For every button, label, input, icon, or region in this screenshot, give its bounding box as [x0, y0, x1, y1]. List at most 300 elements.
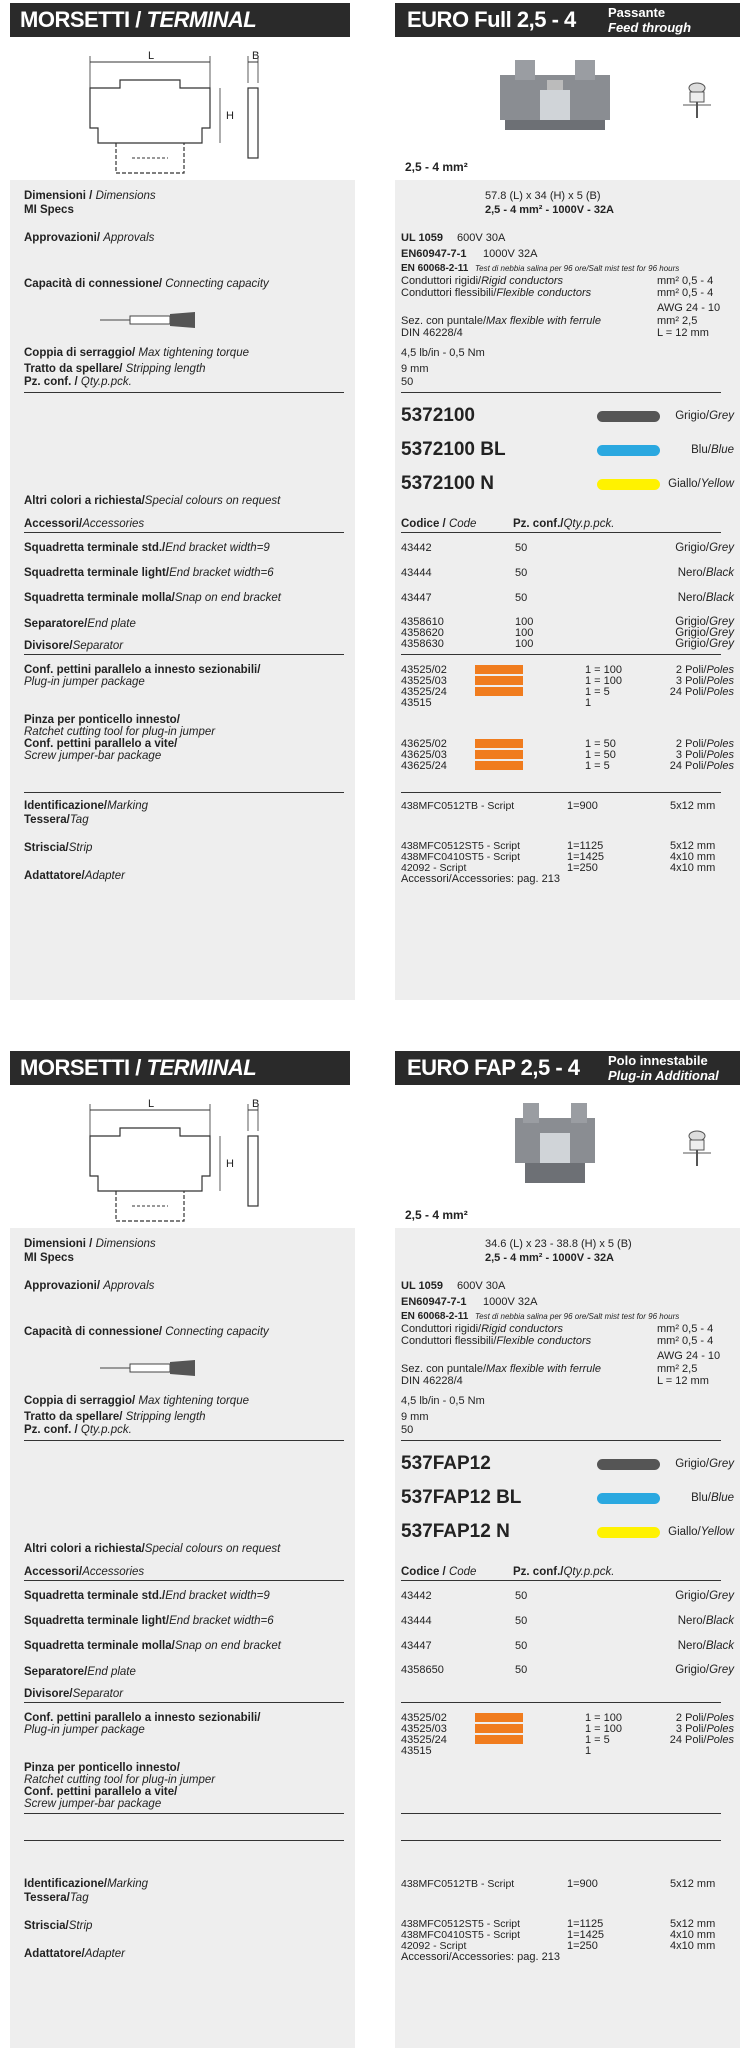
- strip2-label: [24, 1920, 92, 1932]
- header-left-main: MORSETTI /: [20, 1055, 147, 1080]
- color-it: Grigio/: [675, 410, 710, 422]
- product-code: 5372100 BL: [401, 439, 506, 460]
- rigid: Conduttori rigidi/: [401, 1323, 482, 1335]
- divider: [24, 1840, 344, 1841]
- comb2-label-en: Screw jumper-bar package: [24, 750, 162, 762]
- strip2-label-en: Strip: [68, 1920, 93, 1932]
- separator-label: [24, 640, 123, 652]
- dim-value: 34.6 (L) x 23 - 38.8 (H) x 5 (B): [485, 1238, 632, 1250]
- approvals-label-it: Approvazioni/: [24, 1280, 104, 1292]
- strip-val: 9 mm: [401, 1411, 429, 1423]
- strip-label: [24, 1411, 206, 1423]
- qty-val: 50: [401, 376, 414, 388]
- sep-col: Grigio/: [675, 616, 710, 628]
- pliers-label-en: Ratchet cutting tool for plug-in jumper: [24, 726, 216, 738]
- poles-it: 3 Poli/: [675, 749, 707, 761]
- en2-std: EN 60068-2-11: [401, 263, 469, 274]
- ferrule-icon: [100, 1358, 210, 1378]
- marking-size: 4x10 mm: [670, 851, 716, 863]
- rigid-row: [401, 1323, 563, 1335]
- accessory-label-it: Squadretta terminale light/: [24, 1615, 170, 1627]
- adapter-label-it: Adattatore/: [24, 870, 85, 882]
- acc-color: [675, 1590, 734, 1602]
- color-en: Blue: [710, 1492, 734, 1504]
- accessories-label-en: Accessories: [82, 1566, 145, 1578]
- comb1-qty: 1: [585, 697, 592, 709]
- ferrule-en: Max flexible with ferrule: [486, 1363, 601, 1375]
- ferrule-icon: [100, 310, 210, 330]
- product-subtitle-it: Passante: [608, 5, 666, 20]
- marking-qty: 1=900: [567, 800, 598, 812]
- marking-qty: 1=1425: [567, 1929, 605, 1941]
- capacity-label-it: Capacità di connessione/: [24, 1326, 166, 1338]
- poles-it: 2 Poli/: [675, 738, 707, 750]
- divider: [24, 532, 344, 533]
- dim-value: 57.8 (L) x 34 (H) x 5 (B): [485, 190, 601, 202]
- length: L = 12 mm: [657, 327, 709, 339]
- divider: [24, 792, 344, 793]
- accessory-label: [24, 1590, 270, 1602]
- torque-label-en: Max tightening torque: [138, 1395, 249, 1407]
- marking-size: 5x12 mm: [670, 840, 716, 852]
- terminal-block-image: [495, 50, 615, 140]
- marking-label: [24, 1878, 148, 1890]
- other-colors-label: [24, 495, 280, 507]
- sep-color: [675, 638, 734, 650]
- comb1-qty: 1: [585, 1745, 592, 1757]
- marking-code: 438MFC0512TB - Script: [401, 800, 515, 812]
- catalog-section: [0, 1048, 749, 2048]
- adapter-label: [24, 870, 125, 882]
- tag-label-en: Tag: [69, 1892, 89, 1904]
- screw-drawing: [680, 80, 714, 120]
- comb1-label-en: Plug-in jumper package: [24, 1724, 145, 1736]
- comb2-qty: 1 = 50: [585, 749, 616, 761]
- comb2-label: Conf. pettini parallelo a vite/: [24, 738, 178, 750]
- dimensions-label-it: Dimensioni /: [24, 190, 96, 202]
- separator-label-en: Separator: [72, 1688, 124, 1700]
- dimension-drawing: [80, 1096, 350, 1246]
- other-colors-label-it: Altri colori a richiesta/: [24, 495, 145, 507]
- marking-code: 42092 - Script: [401, 1940, 467, 1952]
- flex-en: Flexible conductors: [496, 287, 592, 299]
- marking-qty: 1=1125: [567, 1918, 604, 1930]
- other-colors-label-it: Altri colori a richiesta/: [24, 1543, 145, 1555]
- code-hdr-en: Code: [448, 518, 477, 530]
- color-name: [668, 478, 734, 490]
- divider: [401, 1813, 721, 1814]
- accessory-label: [24, 567, 274, 579]
- torque-label: [24, 347, 249, 359]
- torque-label-it: Coppia di serraggio/: [24, 347, 139, 359]
- color-swatch: [597, 411, 660, 422]
- comb1-code: 43525/24: [401, 1734, 447, 1746]
- torque-label-it: Coppia di serraggio/: [24, 1395, 139, 1407]
- acc-color: [678, 592, 734, 604]
- comb2-poles: [670, 760, 734, 772]
- qty-header: [513, 518, 614, 530]
- accessories-page: Accessori/Accessories: pag. 213: [401, 1951, 560, 1963]
- accessory-label-en: End bracket width=9: [165, 1590, 270, 1602]
- dimensions-label-it: Dimensioni /: [24, 1238, 96, 1250]
- code-hdr: Codice /: [401, 518, 449, 530]
- acc-code: 43442: [401, 542, 432, 554]
- separator-label-it: Divisore/: [24, 1688, 73, 1700]
- din: DIN 46228/4: [401, 327, 463, 339]
- color-swatch: [597, 1459, 660, 1470]
- acc-code: 43442: [401, 1590, 432, 1602]
- acc-col-en: Grey: [709, 1590, 734, 1602]
- color-name: [691, 1492, 734, 1504]
- header-left: [10, 3, 350, 66]
- end-plate-label-en: End plate: [87, 618, 136, 630]
- sep-code: 4358650: [401, 1664, 444, 1676]
- divider: [401, 654, 721, 655]
- flex-val: mm² 0,5 - 4: [657, 1335, 714, 1347]
- color-en: Blue: [710, 444, 734, 456]
- strip2-label-it: Striscia/: [24, 1920, 69, 1932]
- accessory-label: [24, 592, 281, 604]
- flex: Conduttori flessibili/: [401, 287, 497, 299]
- sep-qty: 100: [515, 638, 534, 650]
- strip2-label: [24, 842, 92, 854]
- awg: AWG 24 - 10: [657, 302, 721, 314]
- capacity-label-it: Capacità di connessione/: [24, 278, 166, 290]
- poles-en: Poles: [706, 664, 734, 676]
- color-swatch: [597, 1493, 660, 1504]
- divider: [401, 1702, 721, 1703]
- divider: [401, 392, 721, 393]
- screw-drawing: [680, 1128, 714, 1168]
- flex: Conduttori flessibili/: [401, 1335, 497, 1347]
- acc-qty: 50: [515, 1640, 528, 1652]
- marking-label-en: Marking: [107, 800, 148, 812]
- color-en: Yellow: [700, 478, 734, 490]
- product-code: 5372100 N: [401, 473, 494, 494]
- sep-code: 4358620: [401, 627, 444, 639]
- ferrule-val: mm² 2,5: [657, 1363, 698, 1375]
- poles-en: Poles: [706, 1734, 734, 1746]
- product-title: EURO FAP 2,5 - 4: [407, 1055, 580, 1080]
- marking-qty: 1=900: [567, 1878, 598, 1890]
- sep-col-en: Grey: [709, 1664, 734, 1676]
- accessories-page: Accessori/Accessories: pag. 213: [401, 873, 560, 885]
- accessory-label: [24, 542, 270, 554]
- qty-val: 50: [401, 1424, 414, 1436]
- comb2-label: Conf. pettini parallelo a vite/: [24, 1786, 178, 1798]
- sep-col: Grigio/: [675, 627, 710, 639]
- acc-qty: 50: [515, 567, 528, 579]
- product-code: 537FAP12 BL: [401, 1487, 522, 1508]
- terminal-block-image: [495, 1098, 615, 1188]
- ul-val: 600V 30A: [457, 232, 506, 244]
- acc-code: 43444: [401, 567, 432, 579]
- pliers-label: Pinza per ponticello innesto/: [24, 1762, 180, 1774]
- screw-icon: [680, 1128, 714, 1168]
- product-photo: [495, 50, 615, 140]
- comb1-label: Conf. pettini parallelo a innesto sezionabili/: [24, 664, 261, 676]
- ferrule-row: [401, 1363, 601, 1375]
- comb2-code: 43625/02: [401, 738, 447, 750]
- color-it: Blu/: [691, 444, 711, 456]
- comb1-code: 43515: [401, 697, 432, 709]
- tag-label-it: Tessera/: [24, 1892, 70, 1904]
- poles-it: 24 Poli/: [669, 1734, 707, 1746]
- color-swatch: [597, 1527, 660, 1538]
- qty-hdr-en: Qty.p.pck.: [563, 1566, 615, 1578]
- qty-label-en: Qty.p.pck.: [80, 376, 132, 388]
- product-code: 537FAP12 N: [401, 1521, 510, 1542]
- sep-color: [675, 1664, 734, 1676]
- dim-label-h: H: [226, 110, 234, 122]
- color-name: [691, 444, 734, 456]
- strip2-label-en: Strip: [68, 842, 93, 854]
- rigid-val: mm² 0,5 - 4: [657, 1323, 714, 1335]
- comb1-poles: [670, 1734, 734, 1746]
- tag-label-it: Tessera/: [24, 814, 70, 826]
- end-plate-label-it: Separatore/: [24, 1666, 88, 1678]
- torque-label: [24, 1395, 249, 1407]
- product-subtitle-en: Plug-in Additional pole: [608, 1068, 719, 1098]
- flex-val: mm² 0,5 - 4: [657, 287, 714, 299]
- accessory-label-en: End bracket width=6: [169, 567, 274, 579]
- product-code: 5372100: [401, 405, 475, 426]
- rigid-en: Rigid conductors: [481, 1323, 564, 1335]
- strip-label: [24, 363, 206, 375]
- qty-label-it: Pz. conf. /: [24, 1424, 81, 1436]
- tag-label-en: Tag: [69, 814, 89, 826]
- torque-val: 4,5 lb/in - 0,5 Nm: [401, 1395, 485, 1407]
- jumper-swatch: [475, 761, 523, 770]
- rating-value: 2,5 - 4 mm² - 1000V - 32A: [485, 1252, 615, 1264]
- marking-code: 438MFC0410ST5 - Script: [401, 851, 521, 863]
- poles-it: 2 Poli/: [675, 1712, 707, 1724]
- jumper-swatch: [475, 665, 523, 674]
- adapter-label: [24, 1948, 125, 1960]
- code-header: [401, 1566, 476, 1578]
- marking-size: 5x12 mm: [670, 1918, 716, 1930]
- accessories-label-it: Accessori/: [24, 1566, 83, 1578]
- ul-val: 600V 30A: [457, 1280, 506, 1292]
- code-hdr: Codice /: [401, 1566, 449, 1578]
- acc-col-en: Black: [705, 592, 734, 604]
- color-it: Blu/: [691, 1492, 711, 1504]
- sep-col: Grigio/: [675, 1664, 710, 1676]
- right-spec-panel: [395, 180, 740, 1000]
- acc-col-en: Black: [705, 567, 734, 579]
- qty-hdr: Pz. conf./: [513, 1566, 564, 1578]
- header-right: [395, 1051, 740, 1098]
- accessory-label-it: Squadretta terminale std./: [24, 1590, 166, 1602]
- mi-specs-label: MI Specs: [24, 204, 74, 216]
- sep-code: 4358610: [401, 616, 444, 628]
- header-left-italic: TERMINAL BLOCKS: [20, 7, 256, 66]
- end-plate-label: [24, 618, 136, 630]
- marking-qty: 1=250: [567, 1940, 598, 1952]
- sep-qty: 100: [515, 616, 534, 628]
- comb1-code: 43525/02: [401, 1712, 447, 1724]
- poles-it: 3 Poli/: [675, 675, 707, 687]
- strip-label-it: Tratto da spellare/: [24, 363, 126, 375]
- comb2-code: 43625/24: [401, 760, 447, 772]
- jumper-swatch: [475, 1713, 523, 1722]
- comb1-qty: 1 = 5: [585, 686, 610, 698]
- separator-label: [24, 1688, 123, 1700]
- section-rating-label: 2,5 - 4 mm²: [405, 160, 468, 174]
- code-header: [401, 518, 476, 530]
- rigid-en: Rigid conductors: [481, 275, 564, 287]
- code-hdr-en: Code: [448, 1566, 477, 1578]
- rigid: Conduttori rigidi/: [401, 275, 482, 287]
- marking-code: 438MFC0512TB - Script: [401, 1878, 515, 1890]
- en2-note: Test di nebbia salina per 96 ore/Salt mist test for 96 hours: [475, 264, 680, 273]
- marking-size: 5x12 mm: [670, 800, 716, 812]
- comb1-code: 43525/03: [401, 1723, 447, 1735]
- dim-label-b: B: [252, 50, 260, 62]
- adapter-label-it: Adattatore/: [24, 1948, 85, 1960]
- strip-val: 9 mm: [401, 363, 429, 375]
- poles-en: Poles: [706, 738, 734, 750]
- header-left-main: MORSETTI /: [20, 7, 147, 32]
- jumper-swatch: [475, 687, 523, 696]
- accessory-label-en: Snap on end bracket: [174, 592, 281, 604]
- dim-label-h: H: [226, 1158, 234, 1170]
- adapter-label-en: Adapter: [84, 870, 125, 882]
- ferrule-row: [401, 315, 601, 327]
- jumper-swatch: [475, 676, 523, 685]
- marking-size: 4x10 mm: [670, 1940, 716, 1952]
- marking-label: [24, 800, 148, 812]
- approvals-label-en: Approvals: [103, 1280, 155, 1292]
- divider: [24, 1580, 344, 1581]
- acc-qty: 50: [515, 542, 528, 554]
- end-plate-label-en: End plate: [87, 1666, 136, 1678]
- flex-row: [401, 1335, 591, 1347]
- comb1-qty: 1 = 100: [585, 675, 623, 687]
- accessory-label-it: Squadretta terminale light/: [24, 567, 170, 579]
- divider: [24, 1702, 344, 1703]
- dim-label-l: L: [148, 1098, 155, 1110]
- comb1-label: Conf. pettini parallelo a innesto sezionabili/: [24, 1712, 261, 1724]
- capacity-label-en: Connecting capacity: [165, 1326, 269, 1338]
- acc-color: [678, 567, 734, 579]
- marking-qty: 1=1125: [567, 840, 604, 852]
- comb1-poles: [670, 686, 734, 698]
- acc-code: 43447: [401, 1640, 432, 1652]
- strip-label-en: Stripping length: [125, 1411, 206, 1423]
- ferrule: Sez. con puntale/: [401, 1363, 487, 1375]
- acc-col: Grigio/: [675, 1590, 710, 1602]
- comb2-qty: 1 = 50: [585, 738, 616, 750]
- ul-std: UL 1059: [401, 232, 443, 244]
- pliers-label: Pinza per ponticello innesto/: [24, 714, 180, 726]
- din: DIN 46228/4: [401, 1375, 463, 1387]
- marking-qty: 1=1425: [567, 851, 605, 863]
- acc-qty: 50: [515, 1590, 528, 1602]
- dim-label-l: L: [148, 50, 155, 62]
- acc-col-en: Grey: [709, 542, 734, 554]
- poles-en: Poles: [706, 686, 734, 698]
- accessory-label: [24, 1640, 281, 1652]
- catalog-section: [0, 0, 749, 1000]
- color-swatch: [597, 479, 660, 490]
- divider: [401, 1840, 721, 1841]
- comb1-code: 43515: [401, 1745, 432, 1757]
- comb2-code: 43625/03: [401, 749, 447, 761]
- accessory-label: [24, 1615, 274, 1627]
- marking-size: 4x10 mm: [670, 862, 716, 874]
- acc-col-en: Black: [705, 1640, 734, 1652]
- en1-val: 1000V 32A: [483, 1296, 538, 1308]
- pliers-label-en: Ratchet cutting tool for plug-in jumper: [24, 1774, 216, 1786]
- approvals-label: [24, 1280, 154, 1292]
- acc-color: [678, 1640, 734, 1652]
- acc-color: [678, 1615, 734, 1627]
- approvals-label: [24, 232, 154, 244]
- color-swatch: [597, 445, 660, 456]
- flex-row: [401, 287, 591, 299]
- en1-val: 1000V 32A: [483, 248, 538, 260]
- strip2-label-it: Striscia/: [24, 842, 69, 854]
- en1-std: EN60947-7-1: [401, 1296, 467, 1308]
- poles-en: Poles: [706, 1712, 734, 1724]
- capacity-label: [24, 1326, 269, 1338]
- divider: [401, 1580, 721, 1581]
- color-it: Grigio/: [675, 1458, 710, 1470]
- color-name: [675, 1458, 734, 1470]
- sep-col-en: Grey: [709, 638, 734, 650]
- comb1-code: 43525/02: [401, 664, 447, 676]
- en2-std: EN 60068-2-11: [401, 1311, 469, 1322]
- section-rating-label: 2,5 - 4 mm²: [405, 1208, 468, 1222]
- acc-color: [675, 542, 734, 554]
- accessory-label-it: Squadretta terminale molla/: [24, 1640, 175, 1652]
- color-en: Yellow: [700, 1526, 734, 1538]
- approvals-label-it: Approvazioni/: [24, 232, 104, 244]
- torque-label-en: Max tightening torque: [138, 347, 249, 359]
- dimension-drawing: [80, 48, 350, 198]
- header-right: [395, 3, 740, 37]
- comb1-code: 43525/24: [401, 686, 447, 698]
- color-name: [675, 410, 734, 422]
- right-spec-panel: [395, 1228, 740, 2048]
- dimensions-label-en: Dimensions: [95, 190, 156, 202]
- poles-en: Poles: [706, 675, 734, 687]
- marking-code: 438MFC0410ST5 - Script: [401, 1929, 521, 1941]
- marking-label-it: Identificazione/: [24, 800, 108, 812]
- qty-label-en: Qty.p.pck.: [80, 1424, 132, 1436]
- acc-col: Nero/: [677, 1640, 706, 1652]
- jumper-swatch: [475, 1724, 523, 1733]
- end-plate-label-it: Separatore/: [24, 618, 88, 630]
- poles-it: 24 Poli/: [669, 686, 707, 698]
- divider: [24, 654, 344, 655]
- marking-code: 438MFC0512ST5 - Script: [401, 840, 521, 852]
- jumper-swatch: [475, 750, 523, 759]
- strip-label-it: Tratto da spellare/: [24, 1411, 126, 1423]
- header-left-italic: TERMINAL BLOCKS: [20, 1055, 256, 1114]
- comb2-qty: 1 = 5: [585, 760, 610, 772]
- qty-label: [24, 376, 132, 388]
- torque-val: 4,5 lb/in - 0,5 Nm: [401, 347, 485, 359]
- color-it: Giallo/: [668, 478, 701, 490]
- comb1-qty: 1 = 100: [585, 1723, 623, 1735]
- poles-en: Poles: [706, 760, 734, 772]
- poles-it: 3 Poli/: [675, 1723, 707, 1735]
- accessory-label-en: End bracket width=9: [165, 542, 270, 554]
- qty-hdr: Pz. conf./: [513, 518, 564, 530]
- color-en: Grey: [709, 410, 734, 422]
